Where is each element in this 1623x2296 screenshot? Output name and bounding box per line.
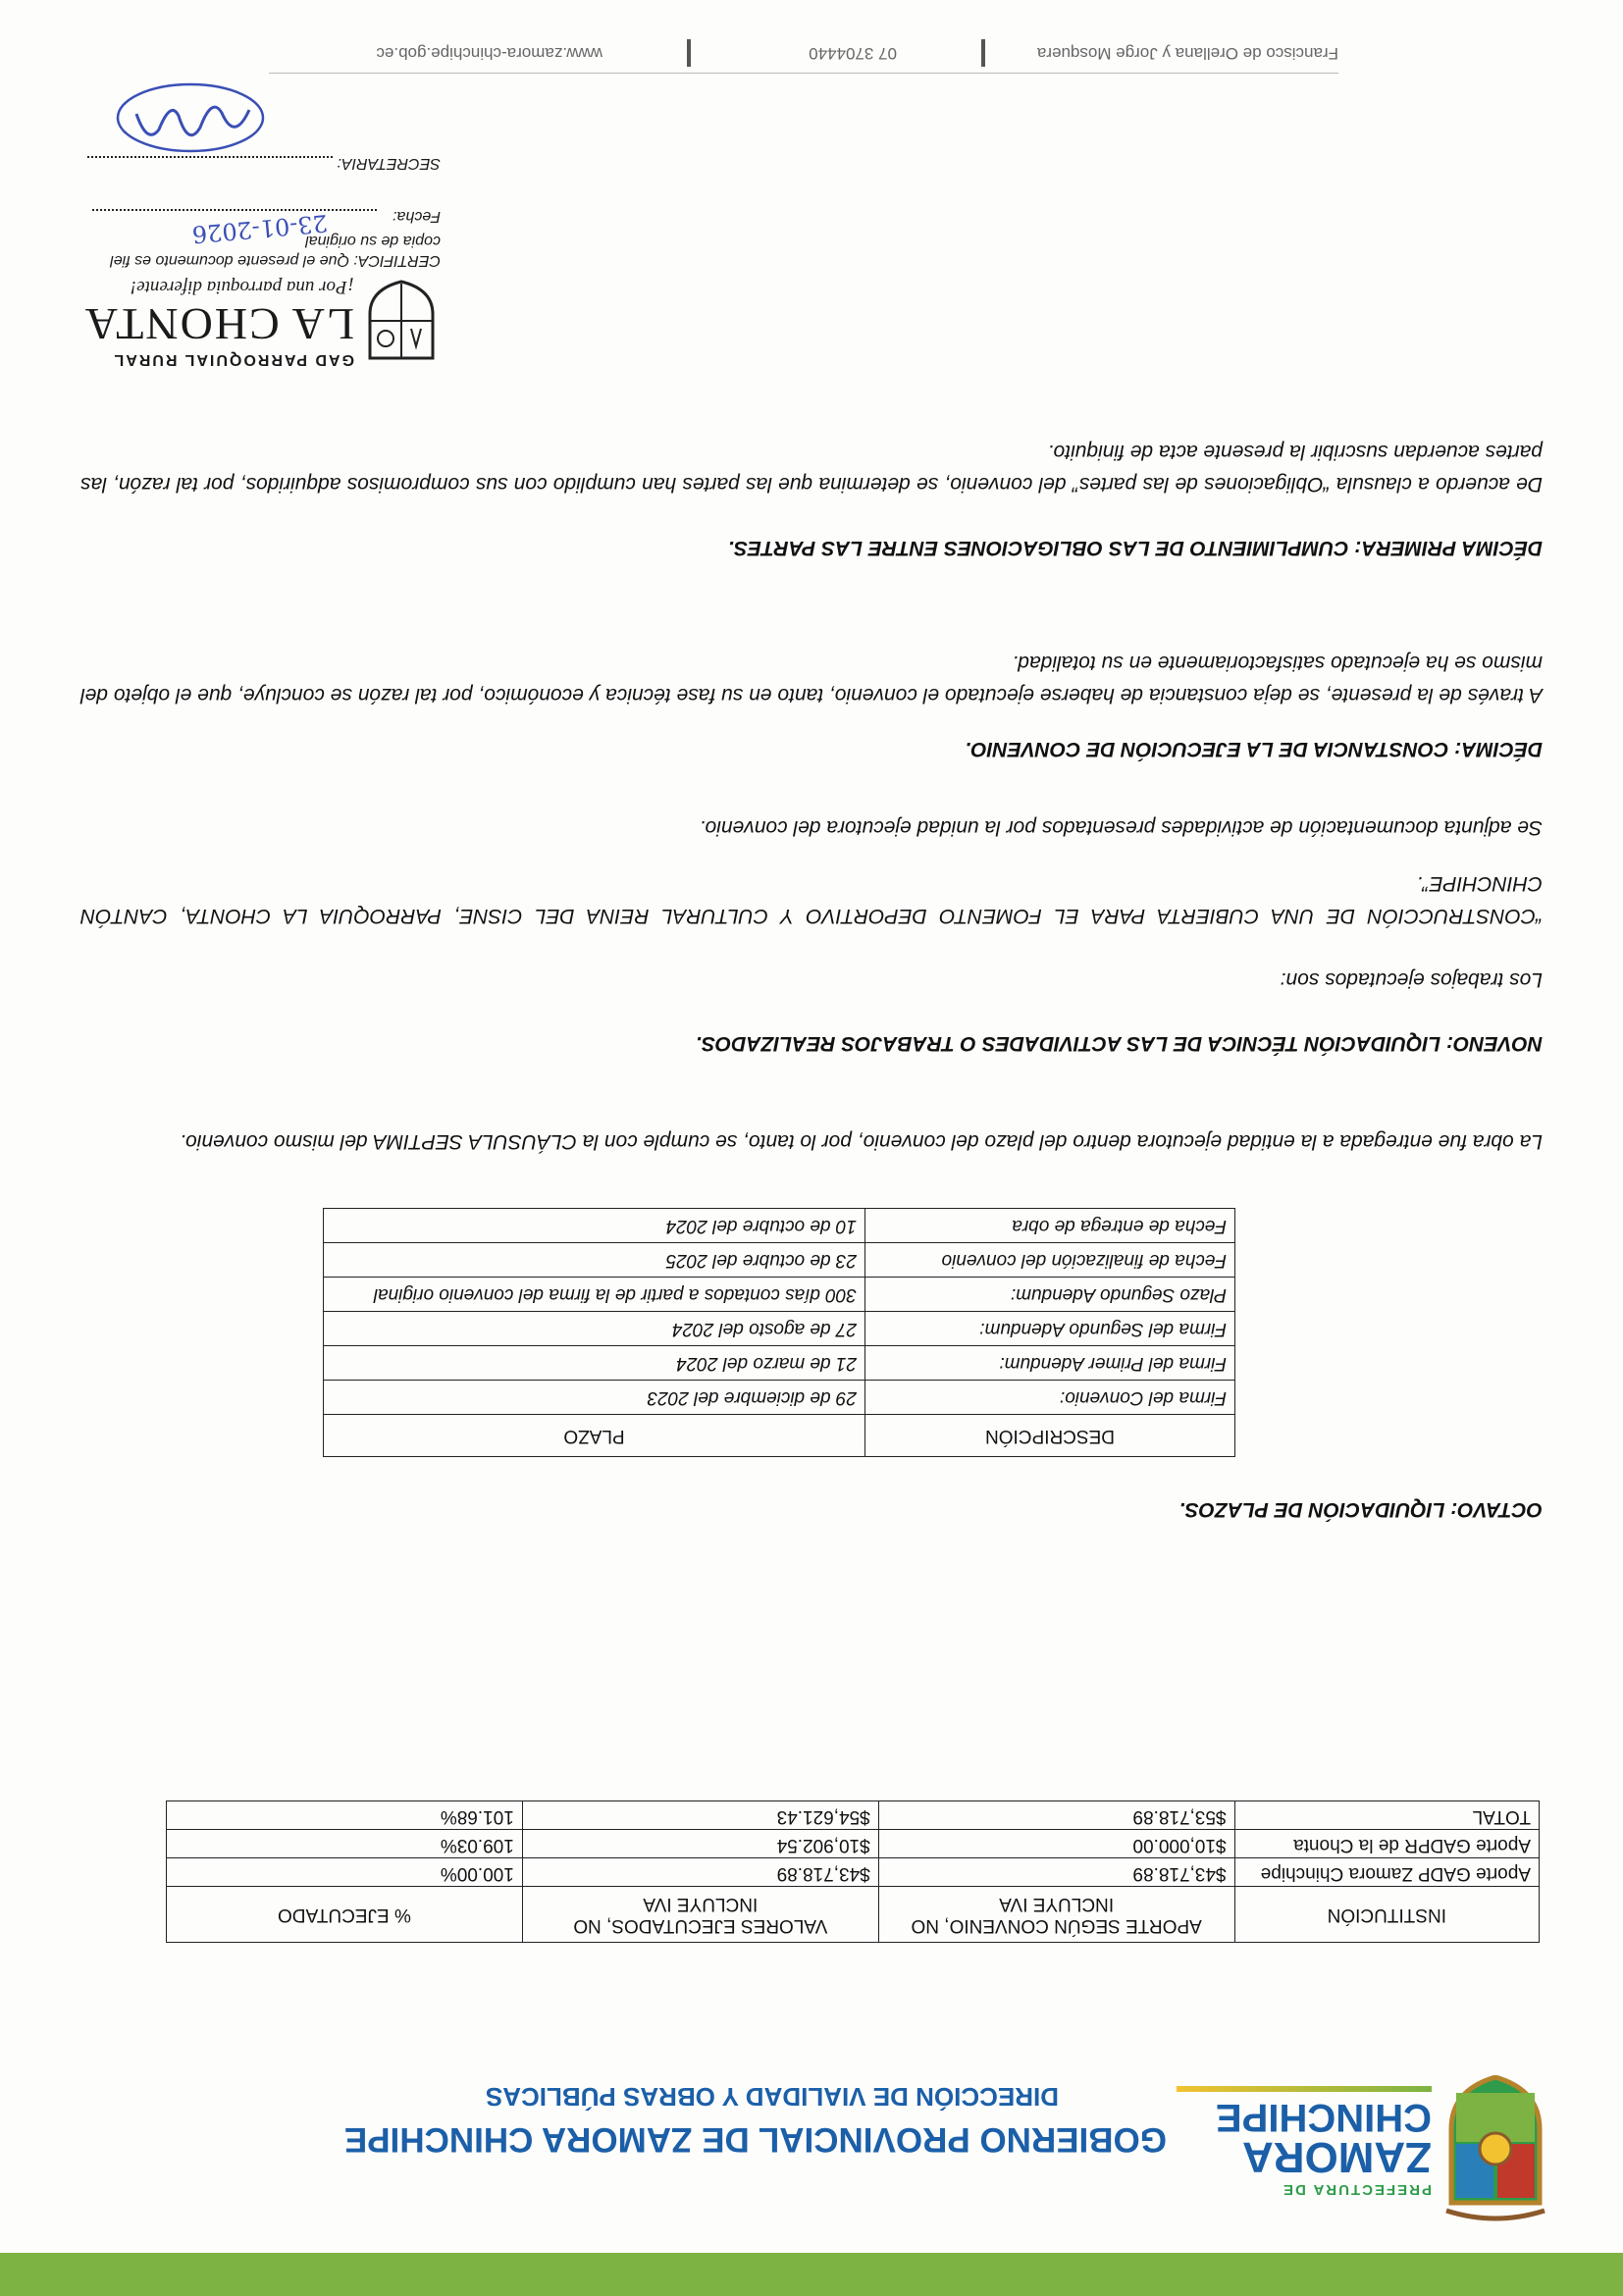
table-cell: Fecha de finalización del convenio bbox=[865, 1243, 1235, 1278]
table-header-row bbox=[167, 1887, 1540, 1943]
footer-separator bbox=[687, 39, 691, 67]
parish-seal-icon bbox=[362, 280, 441, 368]
green-top-bar bbox=[0, 2253, 1623, 2296]
table-header-cell: APORTE SEGÚN CONVENIO, NO INCLUYE IVA bbox=[878, 1887, 1234, 1943]
government-subtitle: DIRECCIÓN DE VIALIDAD Y OBRAS PÚBLICAS bbox=[485, 2082, 1059, 2112]
table-cell: Firma del Convenio: bbox=[865, 1381, 1235, 1415]
noveno-intro: Los trabajos ejecutados son: bbox=[1280, 968, 1543, 991]
funding-table bbox=[166, 1800, 1540, 1943]
table-cell: 109.03% bbox=[167, 1830, 523, 1858]
table-cell: Aporte GADPR de la Chonta bbox=[1234, 1830, 1539, 1858]
table-row bbox=[324, 1312, 1235, 1346]
table-row bbox=[167, 1801, 1540, 1830]
table-row bbox=[167, 1858, 1540, 1887]
footer-separator bbox=[981, 39, 985, 67]
coat-of-arms-icon bbox=[1441, 2075, 1549, 2222]
table-cell: 29 de diciembre del 2023 bbox=[324, 1381, 865, 1415]
octavo-paragraph: La obra fue entregada a la entidad ejecutora dentro del plazo del convenio, por lo tanto, se cumple con la CLÁUSULA SEPTIMA del mismo convenio. bbox=[180, 1130, 1543, 1153]
table-row bbox=[324, 1346, 1235, 1381]
table-cell: $10,000.00 bbox=[878, 1830, 1234, 1858]
octavo-heading: OCTAVO: LIQUIDACIÓN DE PLAZOS. bbox=[1178, 1498, 1543, 1521]
stamp-fecha-label: Fecha: bbox=[393, 208, 441, 225]
stamp-fecha-line bbox=[92, 209, 377, 211]
table-cell: 23 de octubre del 2025 bbox=[324, 1243, 865, 1278]
table-cell: 300 días contados a partir de la firma del convenio original bbox=[324, 1278, 865, 1312]
stamp-handwritten-date: 23-01-2026 bbox=[190, 209, 329, 248]
certification-stamp bbox=[82, 155, 441, 368]
decima-primera-heading: DÉCIMA PRIMERA: CUMPLIMIENTO DE LAS OBLIGACIONES ENTRE LAS PARTES. bbox=[728, 537, 1543, 559]
table-cell: Firma del Segundo Adendum: bbox=[865, 1312, 1235, 1346]
decima-paragraph: A través de la presente, se deja constancia de haberse ejecutado el convenio, tanto en su fase técnica y económico, por tal razón se concluye, que el objeto del mismo se ha ejecutado satisfactoriamente en su totalidad. bbox=[80, 652, 1543, 706]
stamp-gad-label: GAD PARROQUIAL RURAL bbox=[112, 351, 354, 368]
footer bbox=[269, 31, 1338, 63]
table-row bbox=[324, 1209, 1235, 1243]
table-cell: 21 de marzo del 2024 bbox=[324, 1346, 865, 1381]
table-header-cell: DESCRIPCIÓN bbox=[865, 1415, 1235, 1457]
table-cell: $43,718.89 bbox=[522, 1858, 878, 1887]
deadlines-table bbox=[323, 1208, 1235, 1457]
decima-primera-paragraph: De acuerdo a clausula “Obligaciones de las partes” del convenio, se determina que las partes han cumplido con sus compromisos adquiridos, por tal razón, las partes acuerdan suscribir la presente acta de finiquito. bbox=[80, 441, 1543, 496]
footer-address: Francisco de Orellana y Jorge Mosquera bbox=[1036, 44, 1338, 63]
table-header-cell: VALORES EJECUTADOS, NO INCLUYE IVA bbox=[522, 1887, 878, 1943]
table-cell: Firma del Primer Adendum: bbox=[865, 1346, 1235, 1381]
stamp-secretaria-label: SECRETARIA: bbox=[337, 155, 441, 172]
table-cell: 100.00% bbox=[167, 1858, 523, 1887]
table-cell: $10,902.54 bbox=[522, 1830, 878, 1858]
brand-chinchipe: CHINCHIPE bbox=[1215, 2096, 1432, 2139]
letterhead bbox=[78, 2061, 1549, 2227]
table-cell: $54,621.43 bbox=[522, 1801, 878, 1830]
footer-phone: 07 3704440 bbox=[809, 44, 897, 63]
table-cell: 10 de octubre del 2024 bbox=[324, 1209, 865, 1243]
table-row bbox=[324, 1278, 1235, 1312]
table-header-row bbox=[324, 1415, 1235, 1457]
table-cell: Plazo Segundo Adendum: bbox=[865, 1278, 1235, 1312]
table-header-cell: % EJECUTADO bbox=[167, 1887, 523, 1943]
prefectura-logo bbox=[1177, 2070, 1549, 2227]
noveno-attachment: Se adjunta documentación de actividades presentados por la unidad ejecutora del convenio. bbox=[699, 816, 1543, 839]
noveno-project: “CONSTRUCCIÓN DE UNA CUBIERTA PARA EL FOMENTO DEPORTIVO Y CULTURAL REINA DEL CISNE, PARROQUIA LA CHONTA, CANTÓN CHINCHIPE”. bbox=[80, 872, 1543, 927]
table-cell: Aporte GADP Zamora Chinchipe bbox=[1234, 1858, 1539, 1887]
noveno-heading: NOVENO: LIQUIDACIÓN TÉCNICA DE LAS ACTIVIDADES O TRABAJOS REALIZADOS. bbox=[696, 1032, 1543, 1055]
brand-zamora: ZAMORA bbox=[1241, 2133, 1432, 2181]
decima-heading: DÉCIMA: CONSTANCIA DE LA EJECUCIÓN DE CONVENIO. bbox=[965, 738, 1543, 760]
table-cell: Fecha de entrega de obra bbox=[865, 1209, 1235, 1243]
brand-stripe bbox=[1177, 2086, 1432, 2092]
table-row bbox=[167, 1830, 1540, 1858]
prefectura-label: PREFECTURA DE bbox=[1282, 2181, 1432, 2198]
table-cell: $43,718.89 bbox=[878, 1858, 1234, 1887]
table-cell: $53,718.89 bbox=[878, 1801, 1234, 1830]
table-row bbox=[324, 1381, 1235, 1415]
footer-divider bbox=[269, 73, 1338, 74]
table-cell: TOTAL bbox=[1234, 1801, 1539, 1830]
government-title: GOBIERNO PROVINCIAL DE ZAMORA CHINCHIPE bbox=[343, 2120, 1167, 2159]
table-header-cell: PLAZO bbox=[324, 1415, 865, 1457]
table-row bbox=[324, 1243, 1235, 1278]
stamp-certifica: CERTIFICA: Que el presente documento es fiel copia de su original bbox=[110, 233, 441, 269]
footer-website[interactable]: www.zamora-chinchipe.gob.ec bbox=[376, 44, 602, 63]
stamp-slogan: ¡Por una parroquia diferente! bbox=[130, 277, 354, 297]
table-cell: 101.68% bbox=[167, 1801, 523, 1830]
handwritten-signature bbox=[112, 78, 269, 157]
table-cell: 27 de agosto del 2024 bbox=[324, 1312, 865, 1346]
stamp-parish-name: LA CHONTA bbox=[82, 299, 354, 349]
table-header-cell: INSTITUCIÓN bbox=[1234, 1887, 1539, 1943]
